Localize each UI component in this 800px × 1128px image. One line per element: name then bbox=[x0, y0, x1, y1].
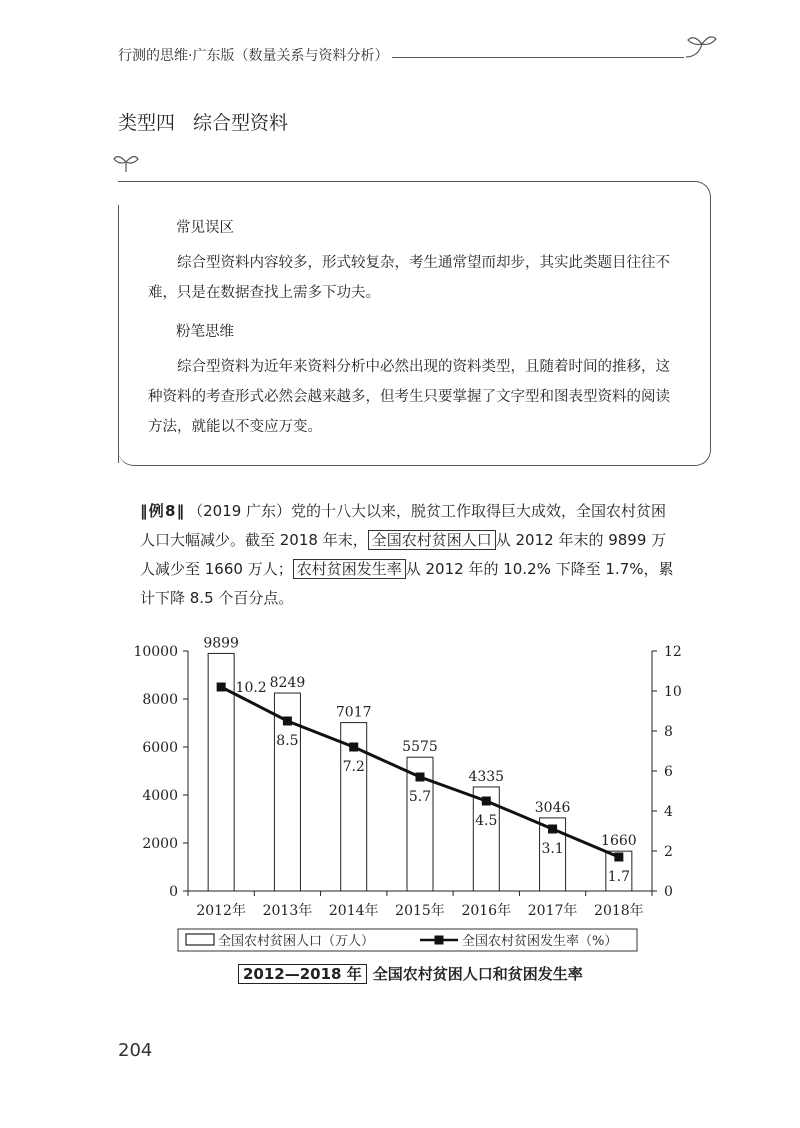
line-point-poverty-rate bbox=[482, 797, 491, 806]
right-axis-tick-label: 0 bbox=[664, 884, 673, 900]
legend-line-label: 全国农村贫困发生率（%） bbox=[462, 934, 618, 949]
left-axis-tick-label: 10000 bbox=[133, 644, 178, 660]
x-axis-tick-label: 2014年 bbox=[328, 903, 379, 919]
bar-value-label: 7017 bbox=[335, 704, 372, 721]
left-axis-tick-label: 6000 bbox=[142, 740, 178, 756]
example-text-2: 从 2012 年末的 9899 万人减少至 1660 万人； bbox=[140, 531, 667, 578]
x-axis-tick-label: 2017年 bbox=[527, 903, 578, 919]
left-axis-tick-label: 4000 bbox=[142, 788, 178, 804]
line-point-poverty-rate bbox=[614, 853, 623, 862]
line-value-label: 10.2 bbox=[235, 680, 267, 696]
bar-value-label: 9899 bbox=[203, 635, 239, 652]
bar-value-label: 4335 bbox=[468, 768, 505, 785]
line-value-label: 7.2 bbox=[342, 759, 365, 775]
bar-value-label: 5575 bbox=[402, 739, 438, 756]
example-text-3: 从 2012 年的 10.2% 下降至 1.7%，累计下降 8.5 个百分点。 bbox=[140, 560, 674, 607]
section-name: 综合型资料 bbox=[193, 112, 289, 134]
bar-value-label: 3046 bbox=[534, 799, 571, 816]
chart-caption bbox=[238, 963, 583, 984]
example-text-1: （2019 广东）党的十八大以来，脱贫工作取得巨大成效，全国农村贫困人口大幅减少。截至 2018 年末， bbox=[140, 502, 667, 549]
line-point-poverty-rate bbox=[217, 683, 226, 692]
section-label: 类型四 bbox=[118, 112, 176, 134]
line-value-label: 1.7 bbox=[607, 869, 630, 885]
highlight-rural-poor-population: 全国农村贫困人口 bbox=[368, 530, 496, 550]
x-axis-tick-label: 2012年 bbox=[196, 903, 246, 919]
chart-caption-years: 2012—2018 年 bbox=[238, 964, 367, 984]
line-value-label: 5.7 bbox=[408, 789, 432, 805]
tip-heading-mistakes: 常见误区 bbox=[176, 220, 234, 236]
page-number: 204 bbox=[118, 1040, 153, 1061]
x-axis-tick-label: 2015年 bbox=[395, 903, 445, 919]
tip-paragraph-mistakes: 综合型资料内容较多，形式较复杂，考生通常望而却步，其实此类题目往往不难，只是在数据查找上需多下功夫。 bbox=[148, 255, 670, 301]
line-value-label: 3.1 bbox=[541, 841, 564, 857]
x-axis-tick-label: 2016年 bbox=[461, 903, 512, 919]
bar-value-label: 8249 bbox=[269, 675, 306, 692]
right-axis-tick-label: 2 bbox=[664, 844, 673, 860]
right-axis-tick-label: 6 bbox=[664, 764, 673, 780]
right-axis-tick-label: 8 bbox=[664, 724, 673, 740]
right-axis-tick-label: 12 bbox=[664, 644, 682, 660]
legend-line-marker bbox=[435, 936, 444, 945]
right-axis-tick-label: 10 bbox=[664, 684, 682, 700]
example-tag: ‖ 例 8 ‖ bbox=[140, 502, 183, 520]
right-axis-tick-label: 4 bbox=[664, 804, 673, 820]
legend-bar-swatch bbox=[186, 934, 214, 945]
left-axis-tick-label: 2000 bbox=[142, 836, 178, 852]
line-point-poverty-rate bbox=[283, 717, 292, 726]
left-axis-tick-label: 8000 bbox=[142, 692, 178, 708]
legend-bar-label: 全国农村贫困人口（万人） bbox=[218, 934, 375, 949]
line-point-poverty-rate bbox=[349, 743, 358, 752]
x-axis-tick-label: 2013年 bbox=[262, 903, 313, 919]
highlight-poverty-rate: 农村贫困发生率 bbox=[293, 559, 406, 579]
bar-value-label: 1660 bbox=[601, 833, 637, 850]
book-title: 行测的思维·广东版（数量关系与资料分析） bbox=[118, 48, 389, 64]
line-value-label: 8.5 bbox=[276, 733, 299, 749]
chart-caption-text: 全国农村贫困人口和贫困发生率 bbox=[372, 965, 583, 983]
line-value-label: 4.5 bbox=[475, 813, 498, 829]
left-axis-tick-label: 0 bbox=[169, 884, 178, 900]
line-point-poverty-rate bbox=[548, 825, 557, 834]
line-point-poverty-rate bbox=[416, 773, 425, 782]
tip-heading-thinking: 粉笔思维 bbox=[176, 324, 234, 340]
x-axis-tick-label: 2018年 bbox=[594, 903, 644, 919]
tip-paragraph-thinking: 综合型资料为近年来资料分析中必然出现的资料类型，且随着时间的推移，这种资料的考查形式必然会越来越多，但考生只要掌握了文字型和图表型资料的阅读方法，就能以不变应万变。 bbox=[148, 359, 670, 435]
